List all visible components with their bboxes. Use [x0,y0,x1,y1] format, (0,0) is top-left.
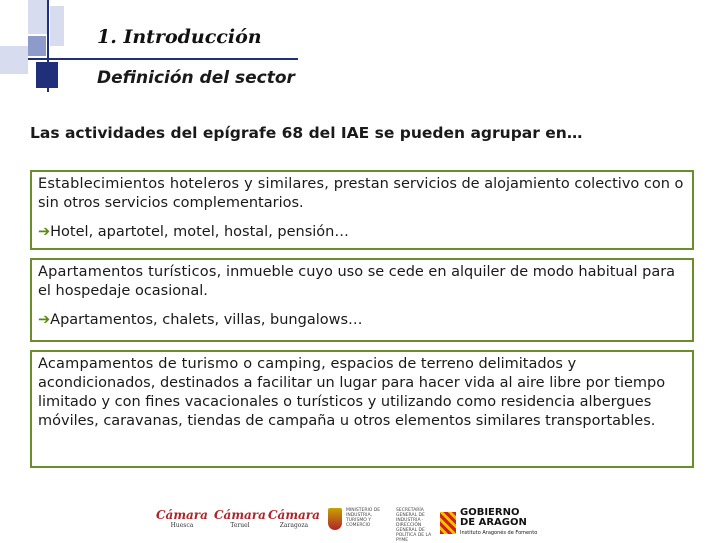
page-title: 1. Introducción [97,26,262,48]
category-term: Establecimientos hoteleros y similares, [38,176,330,192]
category-definition: espacios de terreno delimitados y acondicionados, destinados a facilitar un lugar para hacer vida al aire libre por tiempo limitado y con fines vacacionales o turísticos y utilizando como residencia albergues móviles, caravanas, tiendas de campaña u otros elementos similares transportables. [38,356,666,429]
category-examples-text: Apartamentos, chalets, villas, bungalows… [50,312,363,328]
camara-zaragoza-logo: Cámara Zaragoza [268,508,320,529]
category-term: Acampamentos de turismo o camping, [38,356,326,372]
ministerio-logo: MINISTERIO DE INDUSTRIA, TURISMO Y COMERCIO SECRETARÍA GENERAL DE INDUSTRIA · DIRECCIÓN GENERAL DE POLÍTICA DE LA PYME [328,508,442,543]
intro-text: Las actividades del epígrafe 68 del IAE se pueden agrupar en… [30,124,583,142]
category-box-apartments [30,258,694,342]
gobierno-aragon-logo: GOBIERNO DE ARAGON Instituto Aragonés de Fomento [440,508,537,538]
category-examples [38,311,686,330]
category-definition: prestan servicios de alojamiento colectivo con o sin otros servicios complementarios. [38,176,684,211]
category-examples [38,223,686,242]
category-examples-text: Hotel, apartotel, motel, hostal, pensión… [50,224,349,240]
coat-of-arms-icon [328,508,342,530]
camara-huesca-logo: Cámara Huesca [156,508,208,529]
category-description [38,175,686,213]
category-definition: inmueble cuyo uso se cede en alquiler de modo habitual para el hospedaje ocasional. [38,264,676,299]
aragon-flag-icon [440,512,456,534]
page-subtitle: Definición del sector [97,68,295,88]
footer-logos [150,507,550,543]
category-box-hotels [30,170,694,250]
arrow-right-icon: ➔ [38,224,51,240]
camara-teruel-logo: Cámara Teruel [214,508,266,529]
category-description [38,355,686,431]
category-box-camping [30,350,694,468]
category-term: Apartamentos turísticos, [38,264,222,280]
category-description [38,263,686,301]
arrow-right-icon: ➔ [38,312,51,328]
